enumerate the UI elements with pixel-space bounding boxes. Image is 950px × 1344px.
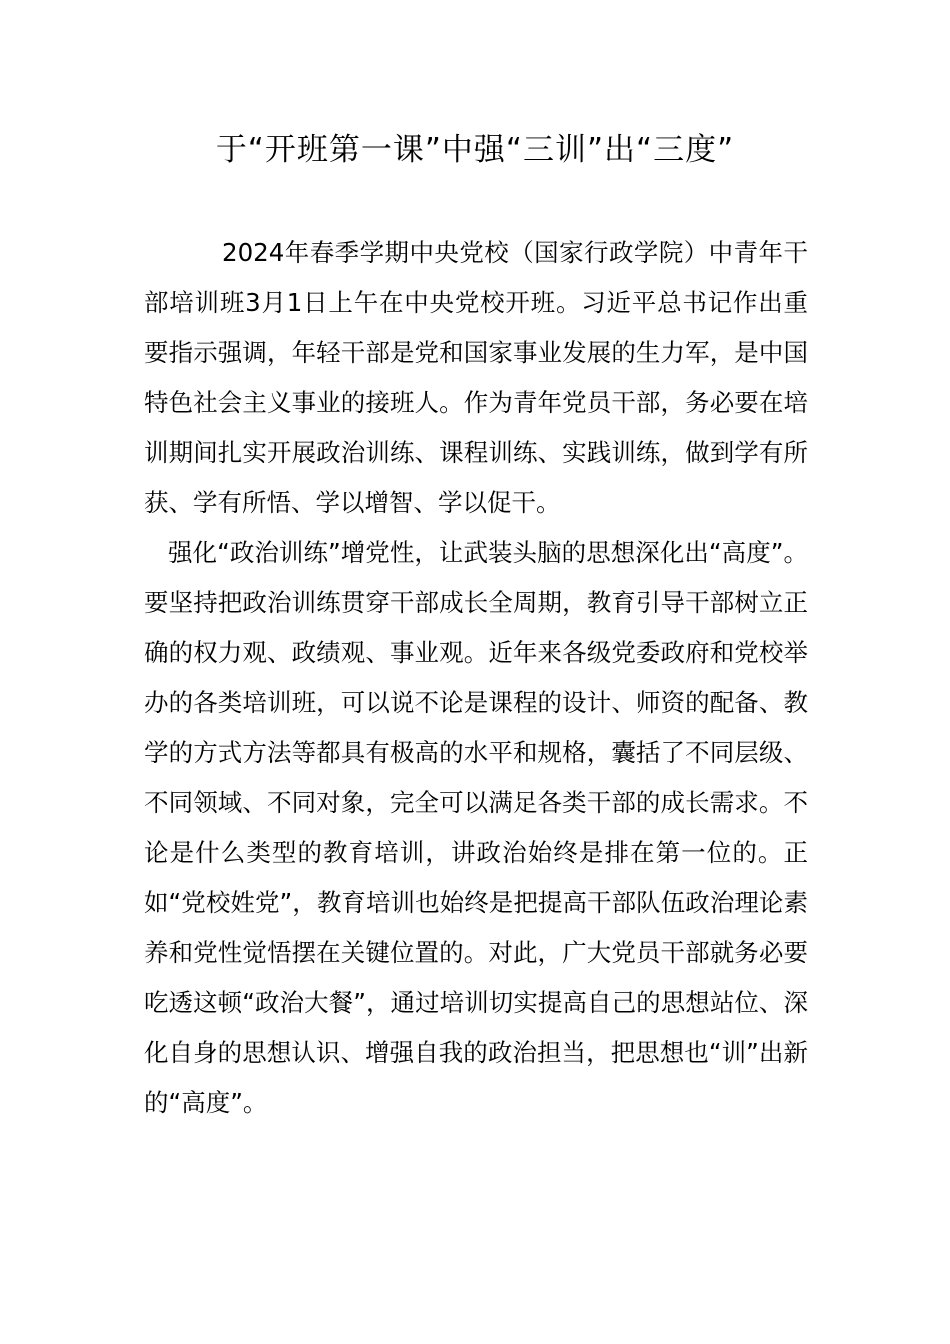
document-title: 于“开班第一课”中强“三训”出“三度” <box>215 132 735 168</box>
paragraph-intro: 2024年春季学期中央党校（国家行政学院）中青年干部培训班3月1日上午在中央党校开班。习近平总书记作出重要指示强调，年轻干部是党和国家事业发展的生力军，是中国特色社会主义事业的接班人。作为青年党员干部，务必要在培训期间扎实开展政治训练、课程训练、实践训练，做到学有所获、学有所悟、学以增智、学以促干。 <box>144 238 808 517</box>
paragraph-political-training: 强化“政治训练”增党性，让武装头脑的思想深化出“高度”。要坚持把政治训练贯穿干部成长全周期，教育引导干部树立正确的权力观、政绩观、事业观。近年来各级党委政府和党校举办的各类培训班，可以说不论是课程的设计、师资的配备、教学的方式方法等都具有极高的水平和规格，囊括了不同层级、不同领域、不同对象，完全可以满足各类干部的成长需求。不论是什么类型的教育培训，讲政治始终是排在第一位的。正如“党校姓党”，教育培训也始终是把提高干部队伍政治理论素养和党性觉悟摆在关键位置的。对此，广大党员干部就务必要吃透这顿“政治大餐”，通过培训切实提高自己的思想站位、深化自身的思想认识、增强自我的政治担当，把思想也“训”出新的“高度”。 <box>144 538 808 1117</box>
document-body <box>144 228 808 1128</box>
